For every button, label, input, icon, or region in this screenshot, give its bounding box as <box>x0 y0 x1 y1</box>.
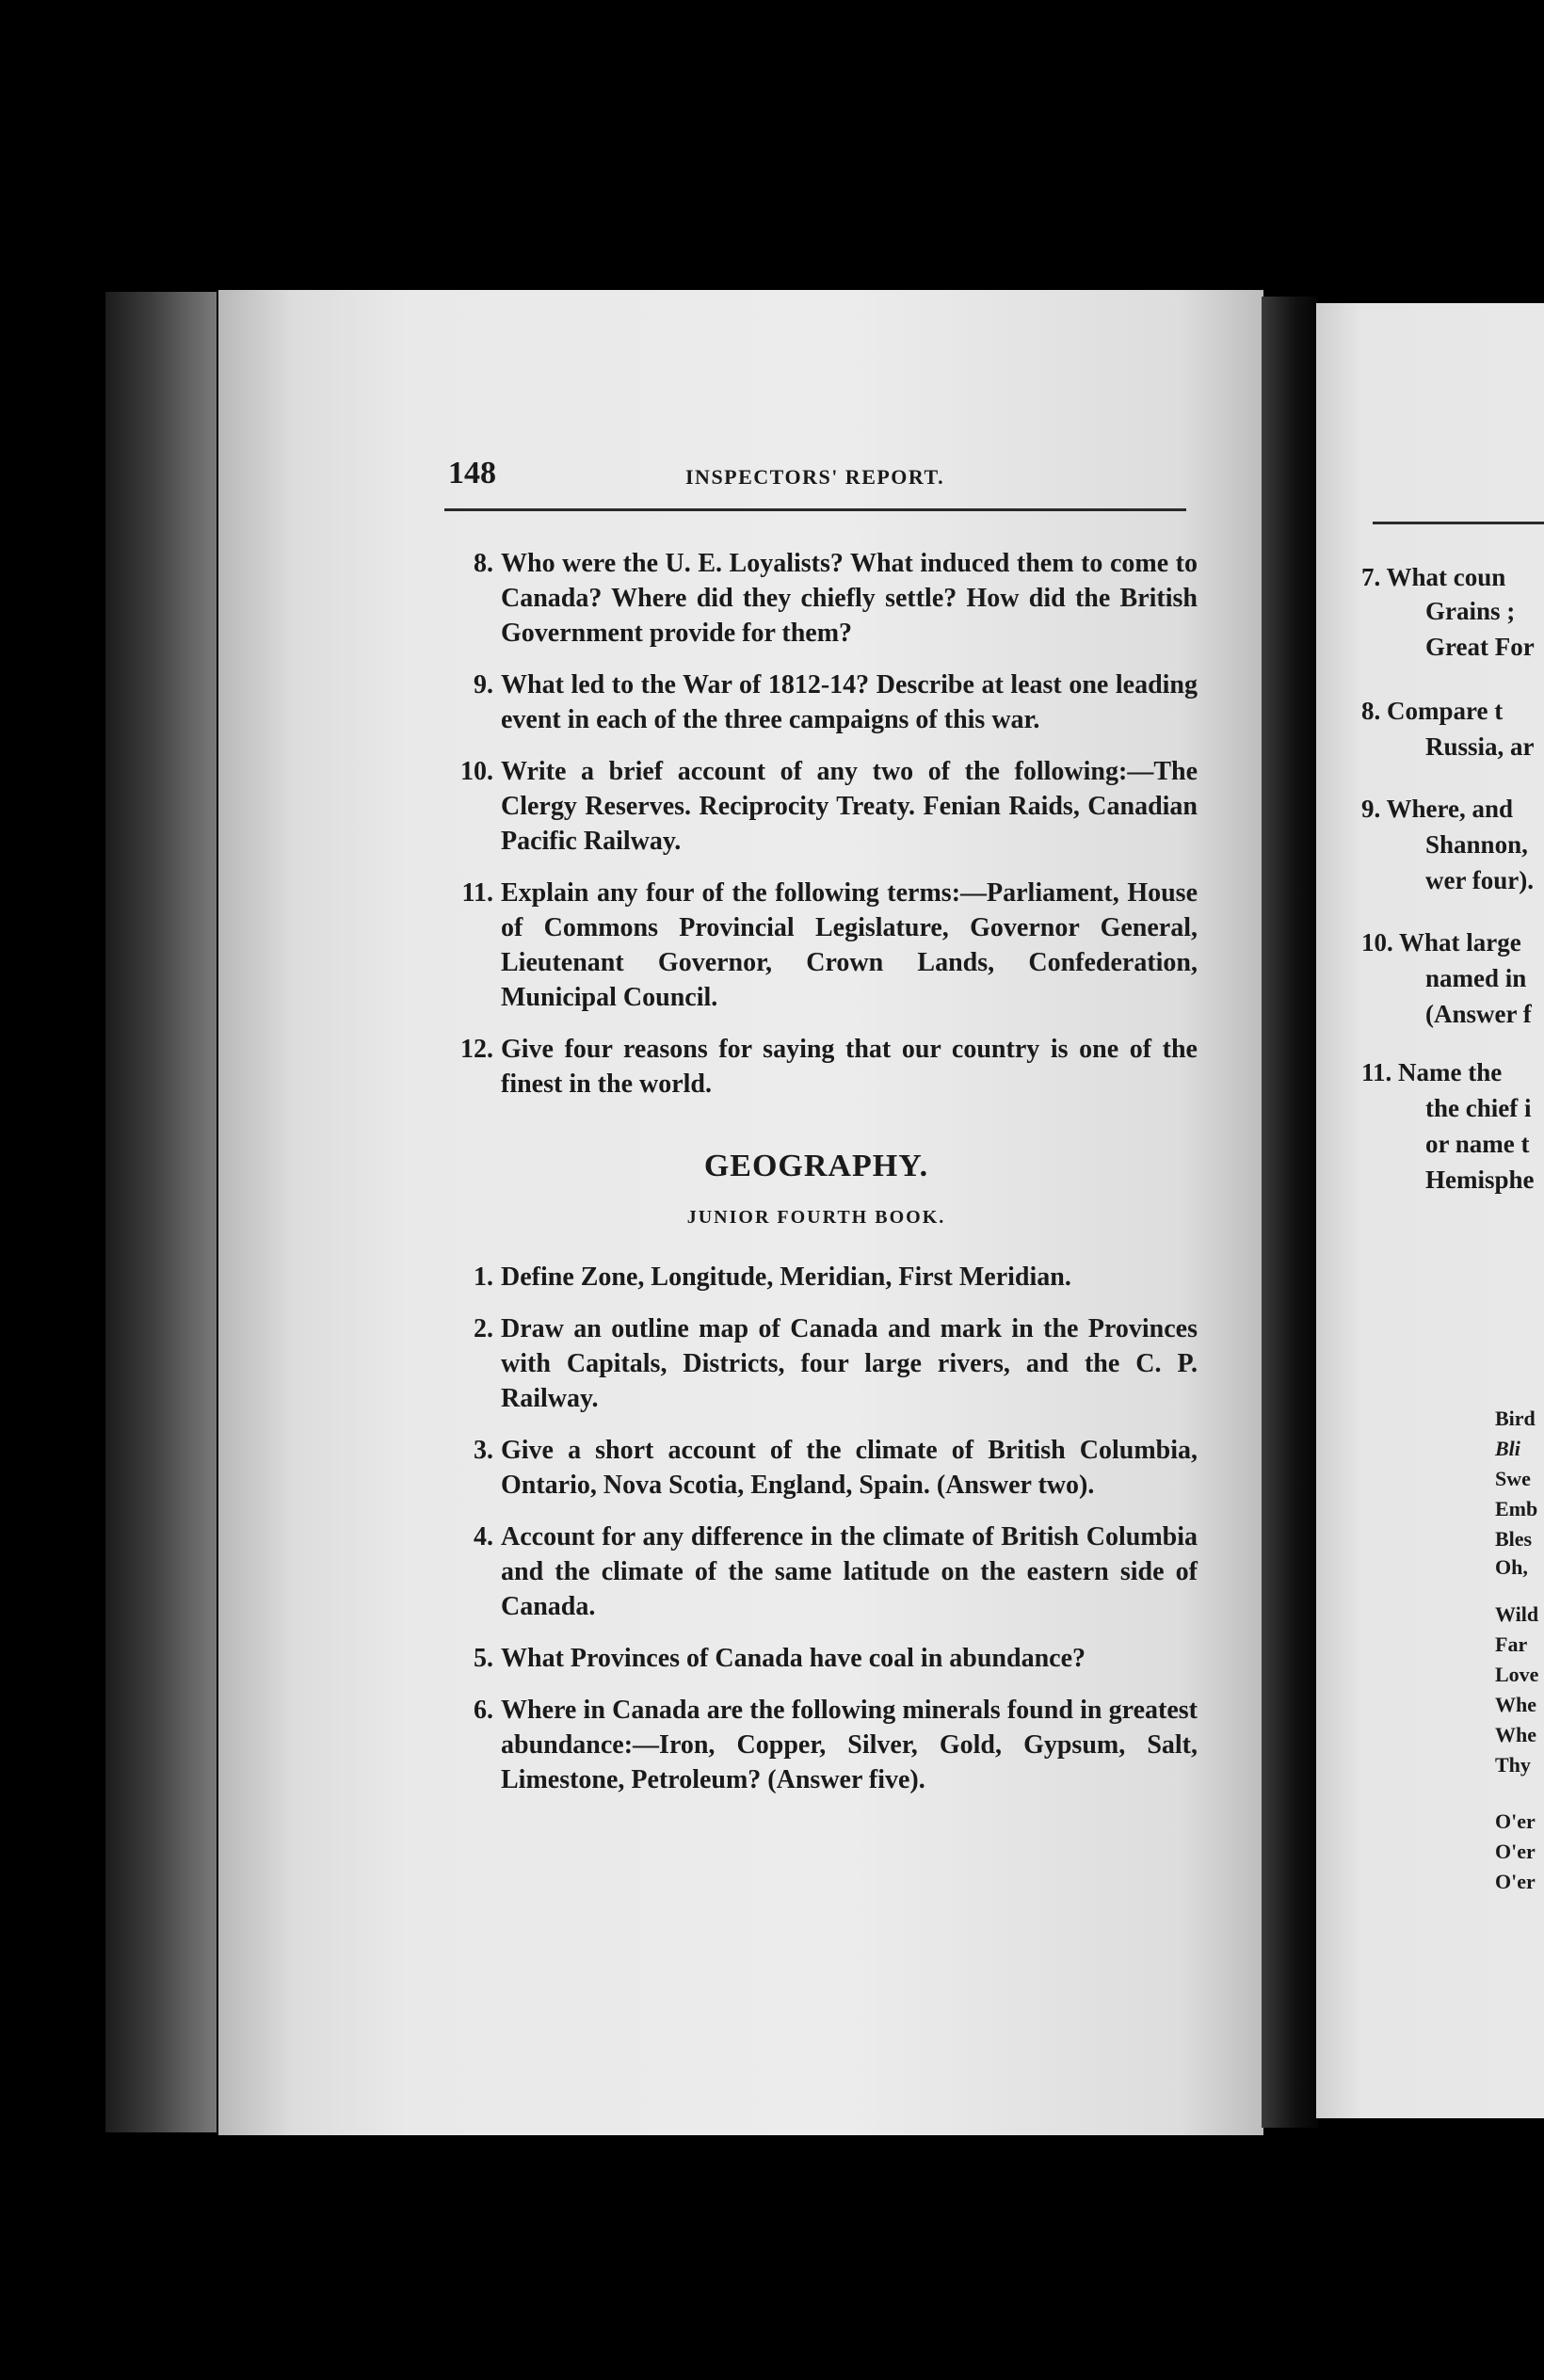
question-item <box>435 546 1198 651</box>
question-number: 10. <box>460 757 493 786</box>
facing-line: 7. What coun <box>1361 563 1506 591</box>
facing-line: Love <box>1495 1663 1539 1686</box>
facing-line: Russia, ar <box>1425 732 1535 761</box>
question-number: 2. <box>474 1314 493 1343</box>
facing-line: Whe <box>1495 1693 1536 1716</box>
question-text: Draw an outline map of Canada and mark in the Provinces with Capitals, Districts, four large rivers, and the C. P. Railway. <box>501 1314 1198 1413</box>
facing-line: wer four). <box>1425 866 1534 894</box>
question-text: Where in Canada are the following minerals found in greatest abundance:—Iron, Copper, Silver, Gold, Gypsum, Salt, Limestone, Petroleum? (Answer five). <box>501 1696 1198 1794</box>
running-title: INSPECTORS' REPORT. <box>685 465 945 489</box>
question-item <box>435 667 1198 737</box>
question-text: What Provinces of Canada have coal in abundance? <box>501 1644 1086 1673</box>
facing-line: Oh, <box>1495 1555 1528 1579</box>
facing-line: O'er <box>1495 1809 1536 1833</box>
page-header <box>441 456 1184 503</box>
question-number: 6. <box>474 1696 493 1725</box>
facing-line: 8. Compare t <box>1361 697 1504 725</box>
question-number: 12. <box>460 1035 493 1064</box>
question-number: 1. <box>474 1262 493 1292</box>
facing-line: O'er <box>1495 1840 1536 1863</box>
question-text: Define Zone, Longitude, Meridian, First Meridian. <box>501 1262 1071 1292</box>
header-rule <box>444 508 1186 511</box>
section-subtitle: JUNIOR FOURTH BOOK. <box>686 1207 946 1228</box>
question-text: Account for any difference in the climate of British Columbia and the climate of the same latitude on the eastern side of Canada. <box>501 1522 1198 1621</box>
facing-line: named in <box>1425 964 1527 992</box>
page-number: 148 <box>448 456 496 490</box>
facing-line: Swe <box>1495 1467 1531 1490</box>
facing-line: Emb <box>1495 1497 1538 1520</box>
facing-line: O'er <box>1495 1870 1536 1893</box>
book-gutter <box>1262 297 1318 2128</box>
question-item <box>435 1032 1198 1102</box>
facing-line: (Answer f <box>1425 1000 1532 1028</box>
facing-line: Hemisphe <box>1425 1166 1535 1194</box>
question-item <box>435 1260 1198 1295</box>
facing-line: or name t <box>1425 1130 1530 1158</box>
question-item <box>435 1641 1198 1676</box>
page-body <box>435 546 1198 1814</box>
facing-line: Great For <box>1425 633 1535 661</box>
section-title: GEOGRAPHY. <box>703 1149 929 1183</box>
question-number: 4. <box>474 1522 493 1552</box>
facing-line: Shannon, <box>1425 830 1528 859</box>
question-number: 8. <box>474 549 493 578</box>
facing-line: 11. Name the <box>1361 1058 1503 1086</box>
facing-line: Bles <box>1495 1527 1533 1551</box>
question-text: Explain any four of the following terms:—Parliament, House of Commons Provincial Legislature, Governor General, Lieutenant Governor, Crown Lands, Confederation, Municipal Council. <box>501 878 1198 1012</box>
question-text: Write a brief account of any two of the following:—The Clergy Reserves. Reciprocity Treaty. Fenian Raids, Canadian Pacific Railway. <box>501 757 1198 856</box>
question-item <box>435 1693 1198 1797</box>
question-text: What led to the War of 1812-14? Describe at least one leading event in each of the three campaigns of this war. <box>501 670 1198 734</box>
question-number: 9. <box>474 670 493 700</box>
facing-line: Grains ; <box>1425 597 1516 625</box>
book-spine-edge <box>105 292 217 2132</box>
question-text: Who were the U. E. Loyalists? What induced them to come to Canada? Where did they chiefly settle? How did the British Government provide for them? <box>501 549 1198 648</box>
facing-page <box>1316 303 1544 2118</box>
question-item <box>435 876 1198 1015</box>
facing-line: 10. What large <box>1361 928 1521 957</box>
facing-line: the chief i <box>1425 1094 1532 1122</box>
facing-line: 9. Where, and <box>1361 795 1514 823</box>
facing-line: Wild <box>1495 1602 1539 1626</box>
facing-line: Whe <box>1495 1723 1536 1746</box>
question-text: Give a short account of the climate of British Columbia, Ontario, Nova Scotia, England, Spain. (Answer two). <box>501 1436 1198 1500</box>
facing-line: Bird <box>1495 1407 1536 1430</box>
question-number: 3. <box>474 1436 493 1465</box>
question-text: Give four reasons for saying that our country is one of the finest in the world. <box>501 1035 1198 1099</box>
facing-line: Far <box>1495 1632 1528 1656</box>
question-item <box>435 1520 1198 1624</box>
facing-header-rule <box>1373 522 1544 524</box>
question-item <box>435 1311 1198 1416</box>
question-item <box>435 754 1198 859</box>
question-number: 5. <box>474 1644 493 1673</box>
facing-line: Thy <box>1495 1753 1531 1777</box>
question-item <box>435 1433 1198 1503</box>
question-number: 11. <box>461 878 493 908</box>
facing-line: Bli <box>1495 1437 1520 1460</box>
